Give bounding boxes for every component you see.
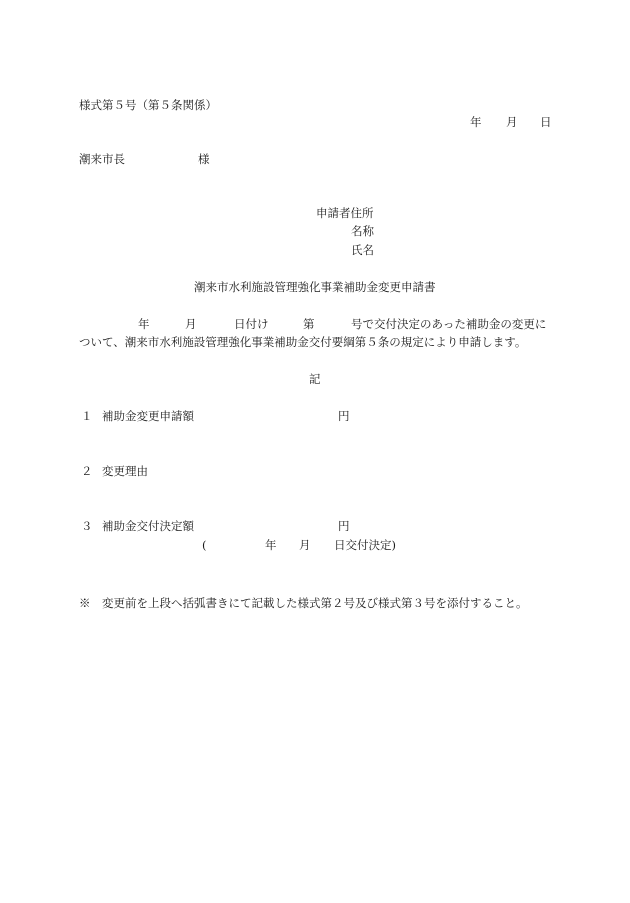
attachment-note: ※ 変更前を上段へ括弧書きにて記載した様式第２号及び様式第３号を添付すること。 <box>79 596 528 610</box>
body-year: 年 <box>138 317 150 331</box>
item-label: 補助金変更申請額 <box>102 409 194 423</box>
addressee-name: 潮来市長 <box>79 152 125 166</box>
date-month-label: 月 <box>506 115 518 129</box>
item-unit: 円 <box>338 519 350 533</box>
applicant-address-label: 申請者住所 <box>316 206 374 220</box>
body-line1-rest: 号で交付決定のあった補助金の変更に <box>351 317 547 331</box>
item-unit: 円 <box>338 409 350 423</box>
decision-month: 月 <box>299 538 311 552</box>
applicant-person-label: 氏名 <box>351 243 374 257</box>
item-number: ３ <box>81 519 93 533</box>
item-number: １ <box>81 409 93 423</box>
document-title: 潮来市水利施設管理強化事業補助金変更申請書 <box>194 280 436 294</box>
date-year-label: 年 <box>470 115 482 129</box>
body-date: 日付け <box>234 317 269 331</box>
applicant-name-label: 名称 <box>351 224 374 238</box>
item-label: 補助金交付決定額 <box>102 519 194 533</box>
form-number: 様式第５号（第５条関係） <box>79 98 217 112</box>
body-line2: ついて、潮来市水利施設管理強化事業補助金交付要綱第５条の規定により申請します。 <box>79 335 527 349</box>
item-number: ２ <box>81 464 93 478</box>
decision-rest: 日交付決定) <box>334 538 396 552</box>
item-label: 変更理由 <box>102 464 148 478</box>
body-dai: 第 <box>303 317 315 331</box>
addressee-honorific: 様 <box>198 152 210 166</box>
decision-open-paren: ( <box>202 538 207 552</box>
ki-heading: 記 <box>309 372 321 386</box>
date-day-label: 日 <box>540 115 552 129</box>
decision-year: 年 <box>265 538 277 552</box>
body-month: 月 <box>185 317 197 331</box>
